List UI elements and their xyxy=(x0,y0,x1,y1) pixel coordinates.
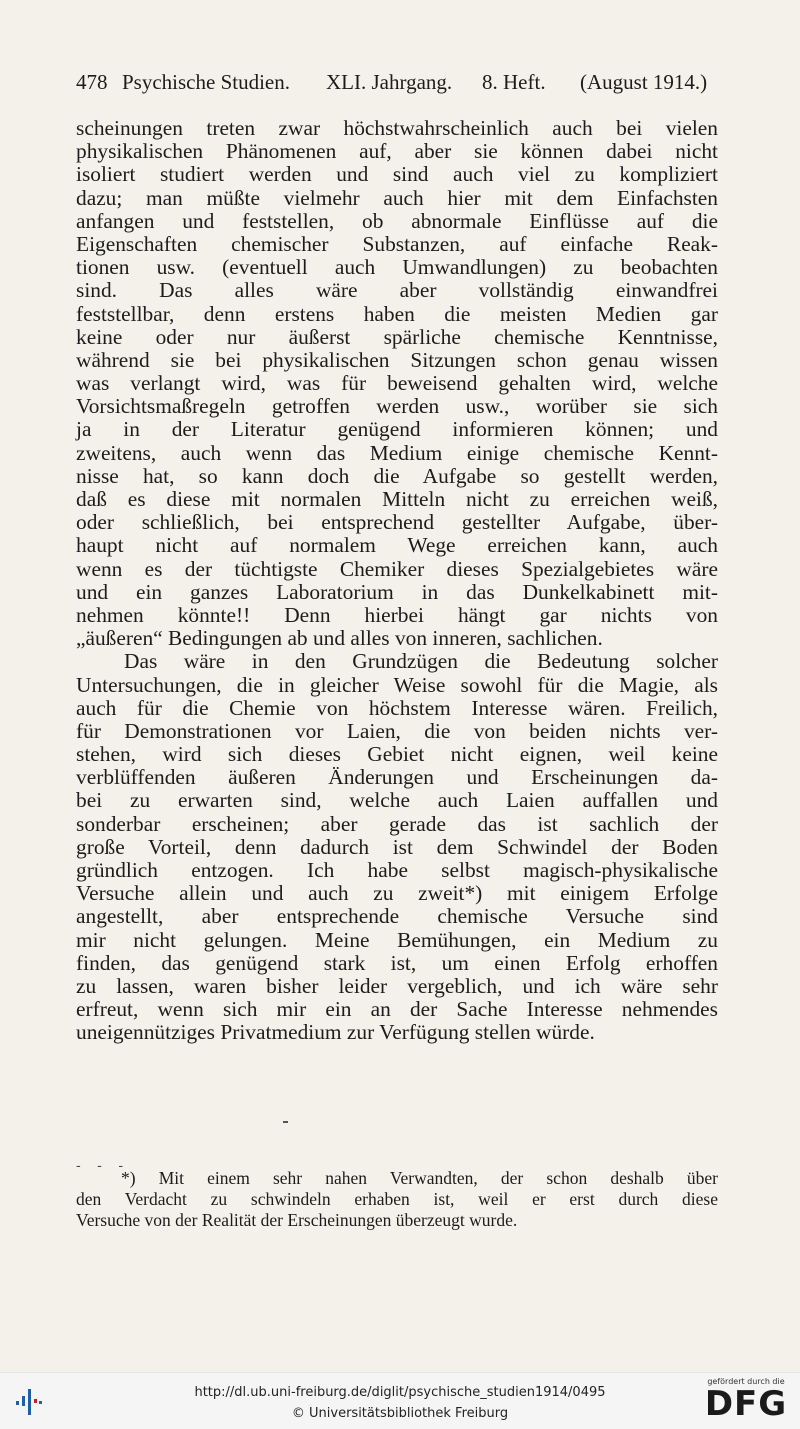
print-mark xyxy=(283,1121,288,1123)
text-line: dazu; man müßte vielmehr auch hier mit dem Einfachsten xyxy=(76,185,718,210)
text-line: was verlangt wird, was für beweisend gehalten wird, welche xyxy=(76,371,718,396)
body-text xyxy=(76,117,718,1045)
footnote xyxy=(76,1168,718,1231)
text-line: erfreut, wenn sich mir ein an der Sache Interesse nehmendes xyxy=(76,997,718,1022)
viewer-footer xyxy=(0,1372,800,1429)
text-line: gründlich entzogen. Ich habe selbst magisch-physikalische xyxy=(76,858,718,882)
text-line: finden, das genügend stark ist, um einen Erfolg erhoffen xyxy=(76,950,718,975)
page-number: 478 xyxy=(76,70,108,94)
text-line: zu lassen, waren bisher leider vergeblich, und ich wäre sehr xyxy=(76,973,718,998)
text-line: Eigenschaften chemischer Substanzen, auf einfache Reak- xyxy=(76,231,718,256)
text-line: physikalischen Phänomenen auf, aber sie können dabei nicht xyxy=(76,139,718,164)
text-line: während sie bei physikalischen Sitzungen schon genau wissen xyxy=(76,347,718,372)
text-line: anfangen und feststellen, ob abnormale Einflüsse auf die xyxy=(76,208,718,233)
footnote-rule: - - - xyxy=(76,1158,130,1174)
text-line: haupt nicht auf normalem Wege erreichen kann, auch xyxy=(76,533,718,558)
footnote-line: Versuche von der Realität der Erscheinungen überzeugt wurde. xyxy=(76,1210,518,1230)
copyright-notice: © Universitätsbibliothek Freiburg xyxy=(291,1406,509,1421)
text-line: nehmen könnte!! Denn hierbei hängt gar nichts von xyxy=(76,602,718,627)
volume: XLI. Jahrgang. xyxy=(326,70,453,94)
text-line: tionen usw. (eventuell auch Umwandlungen) zu beobachten xyxy=(76,255,718,280)
text-line: und ein ganzes Laboratorium in das Dunkelkabinett mit- xyxy=(76,579,718,604)
text-line: scheinungen treten zwar höchstwahrscheinlich auch bei vielen xyxy=(76,116,718,140)
text-line: bei zu erwarten sind, welche auch Laien auffallen und xyxy=(76,788,718,813)
footnote-line: *) Mit einem sehr nahen Verwandten, der schon deshalb über xyxy=(121,1168,718,1188)
journal-title: Psychische Studien. xyxy=(122,70,290,94)
text-line: Versuche allein und auch zu zweit*) mit einigem Erfolge xyxy=(76,881,718,906)
text-line: wenn es der tüchtigste Chemiker dieses Spezialgebietes wäre xyxy=(76,556,718,581)
text-line: feststellbar, denn erstens haben die meisten Medien gar xyxy=(76,301,718,326)
text-line: für Demonstrationen vor Laien, die von beiden nichts ver- xyxy=(76,718,718,743)
text-line: uneigennütziges Privatmedium zur Verfügung stellen würde. xyxy=(76,1020,595,1045)
text-line: große Vorteil, denn dadurch ist dem Schwindel der Boden xyxy=(76,834,718,859)
text-line: verblüffenden äußeren Änderungen und Erscheinungen da- xyxy=(76,765,718,790)
date: (August 1914.) xyxy=(580,70,708,94)
text-line: keine oder nur äußerst spärliche chemische Kenntnisse, xyxy=(76,324,718,349)
dfg-logo-text: DFG xyxy=(704,1384,788,1424)
text-line: ja in der Literatur genügend informieren können; und xyxy=(76,417,718,442)
text-line: angestellt, aber entsprechende chemische Versuche sind xyxy=(76,904,718,929)
text-line: zweitens, auch wenn das Medium einige chemische Kennt- xyxy=(76,440,718,465)
footnote-line: den Verdacht zu schwindeln erhaben ist, weil er erst durch diese xyxy=(76,1189,718,1209)
text-line: daß es diese mit normalen Mitteln nicht zu erreichen weiß, xyxy=(76,487,718,511)
text-line: „äußeren“ Bedingungen ab und alles von inneren, sachlichen. xyxy=(76,626,603,651)
text-line: nisse hat, so kann doch die Aufgabe so gestellt werden, xyxy=(76,463,718,488)
dfg-funding-note: gefördert durch die xyxy=(707,1377,785,1386)
text-line: stehen, wird sich dieses Gebiet nicht eignen, weil keine xyxy=(76,742,718,767)
text-line: mir nicht gelungen. Meine Bemühungen, ein Medium zu xyxy=(76,927,718,952)
text-line: sonderbar erscheinen; aber gerade das ist sachlich der xyxy=(76,811,718,836)
text-line: Untersuchungen, die in gleicher Weise sowohl für die Magie, als xyxy=(76,672,718,697)
text-line: Das wäre in den Grundzügen die Bedeutung solcher xyxy=(124,649,718,674)
dfg-logo xyxy=(700,1377,792,1422)
text-line: oder schließlich, bei entsprechend gestellter Aufgabe, über- xyxy=(76,510,718,535)
permalink-url[interactable]: http://dl.ub.uni-freiburg.de/diglit/psychische_studien1914/0495 xyxy=(194,1385,606,1400)
text-line: auch für die Chemie von höchstem Interesse wären. Freilich, xyxy=(76,695,718,720)
text-line: sind. Das alles wäre aber vollständig einwandfrei xyxy=(76,278,718,303)
issue: 8. Heft. xyxy=(482,70,546,94)
text-line: isoliert studiert werden und sind auch viel zu kompliziert xyxy=(76,162,718,187)
text-line: Vorsichtsmaßregeln getroffen werden usw., worüber sie sich xyxy=(76,394,718,419)
